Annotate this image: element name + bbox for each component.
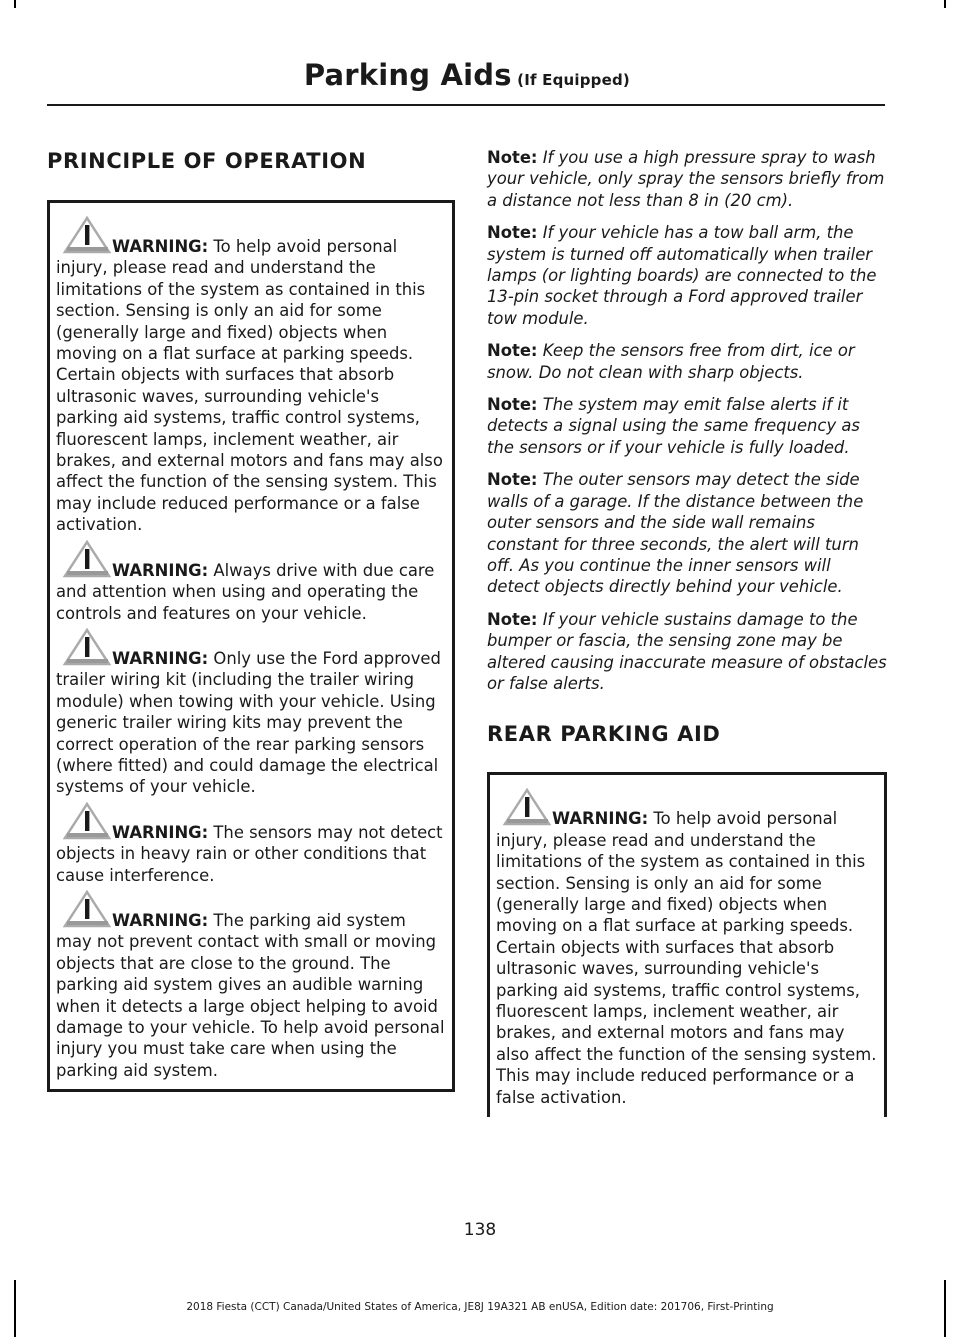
warning-triangle-icon xyxy=(62,216,112,254)
note-item xyxy=(487,469,887,597)
footer-edition-info: 2018 Fiesta (CCT) Canada/United States of America, JE8J 19A321 AB enUSA, Edition date: 201706, First-Printing xyxy=(186,1301,774,1313)
note-label: Note: xyxy=(487,223,538,243)
note-item xyxy=(487,222,887,329)
warning-item xyxy=(56,236,446,536)
note-text: If you use a high pressure spray to wash your vehicle, only spray the sensors briefly from a distance not less than 8 in (20 cm). xyxy=(487,148,885,210)
section-title-principle: PRINCIPLE OF OPERATION xyxy=(47,149,367,173)
page-header-title xyxy=(304,58,630,92)
header-rule xyxy=(47,104,885,106)
header-title-text: Parking Aids xyxy=(303,58,512,92)
left-column xyxy=(47,147,455,1092)
page-number: 138 xyxy=(463,1220,497,1240)
crop-mark-top-left xyxy=(14,0,16,8)
note-text: The outer sensors may detect the side walls of a garage. If the distance between the outer sensors and the side wall remains constant for three seconds, the alert will turn off. As you continue the inner sensors will detect objects directly behind your vehicle. xyxy=(487,470,864,597)
warning-text: To help avoid personal injury, please read and understand the limitations of the system as contained in this section. Sensing is only an aid for some (generally large and fixed) objects when moving on a flat surface at parking speeds. Certain objects with surfaces that absorb ultrasonic waves, surrounding vehicle's parking aid systems, traffic control systems, fluorescent lamps, inclement weather, air brakes, and external motors and fans may also affect the function of the sensing system. This may include reduced performance or a false activation. xyxy=(56,237,443,535)
note-item xyxy=(487,147,887,211)
section-title-rear-parking-aid: REAR PARKING AID xyxy=(487,722,721,747)
note-text: If your vehicle sustains damage to the bumper or fascia, the sensing zone may be altered causing inaccurate measure of obstacles or false alerts. xyxy=(487,609,887,693)
warning-lead: WARNING: xyxy=(112,822,209,842)
warning-lead: WARNING: xyxy=(112,648,209,668)
warning-lead: WARNING: xyxy=(112,560,209,580)
crop-mark-top-right xyxy=(944,0,946,8)
note-text: Keep the sensors free from dirt, ice or snow. Do not clean with sharp objects. xyxy=(487,341,855,382)
note-label: Note: xyxy=(487,395,538,415)
warning-text: Only use the Ford approved trailer wiring kit (including the trailer wiring module) when towing with your vehicle. Using generic trailer wiring kits may prevent the correct operation of the rear parking sensors (where fitted) and could damage the electrical systems of your vehicle. xyxy=(56,648,441,797)
note-label: Note: xyxy=(487,609,538,629)
note-item xyxy=(487,340,887,383)
warning-item xyxy=(56,822,446,886)
note-label: Note: xyxy=(487,341,538,361)
warning-item xyxy=(56,648,446,798)
warning-triangle-icon xyxy=(62,628,112,666)
warning-lead: WARNING: xyxy=(112,237,209,256)
warning-triangle-icon xyxy=(62,540,112,578)
warning-triangle-icon xyxy=(502,788,552,826)
warning-item xyxy=(496,808,878,1108)
warning-triangle-icon xyxy=(62,890,112,928)
warning-lead: WARNING: xyxy=(112,910,209,930)
warning-box xyxy=(47,200,455,1092)
warning-text: To help avoid personal injury, please read and understand the limitations of the system as contained in this section. Sensing is only an aid for some (generally large and fixed) objects when moving on a flat surface at parking speeds. Certain objects with surfaces that absorb ultrasonic waves, surrounding vehicle's parking aid systems, traffic control systems, fluorescent lamps, inclement weather, air brakes, and external motors and fans may also affect the function of the sensing system. This may include reduced performance or a false activation. xyxy=(496,809,877,1107)
warning-text: The parking aid system may not prevent contact with small or moving objects that are close to the ground. The parking aid system gives an audible warning when it detects a large object helping to avoid damage to your vehicle. To help avoid personal injury you must take care when using the parking aid system. xyxy=(56,910,445,1080)
warning-triangle-icon xyxy=(62,802,112,840)
warning-text: The sensors may not detect objects in heavy rain or other conditions that cause interference. xyxy=(56,822,443,885)
note-label: Note: xyxy=(487,470,538,490)
warning-lead: WARNING: xyxy=(552,809,649,829)
warning-box xyxy=(487,772,887,1117)
warning-item xyxy=(56,910,446,1081)
note-item xyxy=(487,609,887,695)
right-column xyxy=(487,147,887,1117)
note-text: The system may emit false alerts if it detects a signal using the same frequency as the sensors or if your vehicle is fully loaded. xyxy=(487,395,860,457)
header-subtitle: (If Equipped) xyxy=(511,71,630,89)
warning-item xyxy=(56,560,446,624)
note-item xyxy=(487,394,887,458)
note-text: If your vehicle has a tow ball arm, the system is turned off automatically when trailer lamps (or lighting boards) are connected to the 13-pin socket through a Ford approved trailer tow module. xyxy=(487,223,877,328)
warning-text: Always drive with due care and attention when using and operating the controls and features on your vehicle. xyxy=(56,560,435,623)
note-label: Note: xyxy=(487,148,538,167)
